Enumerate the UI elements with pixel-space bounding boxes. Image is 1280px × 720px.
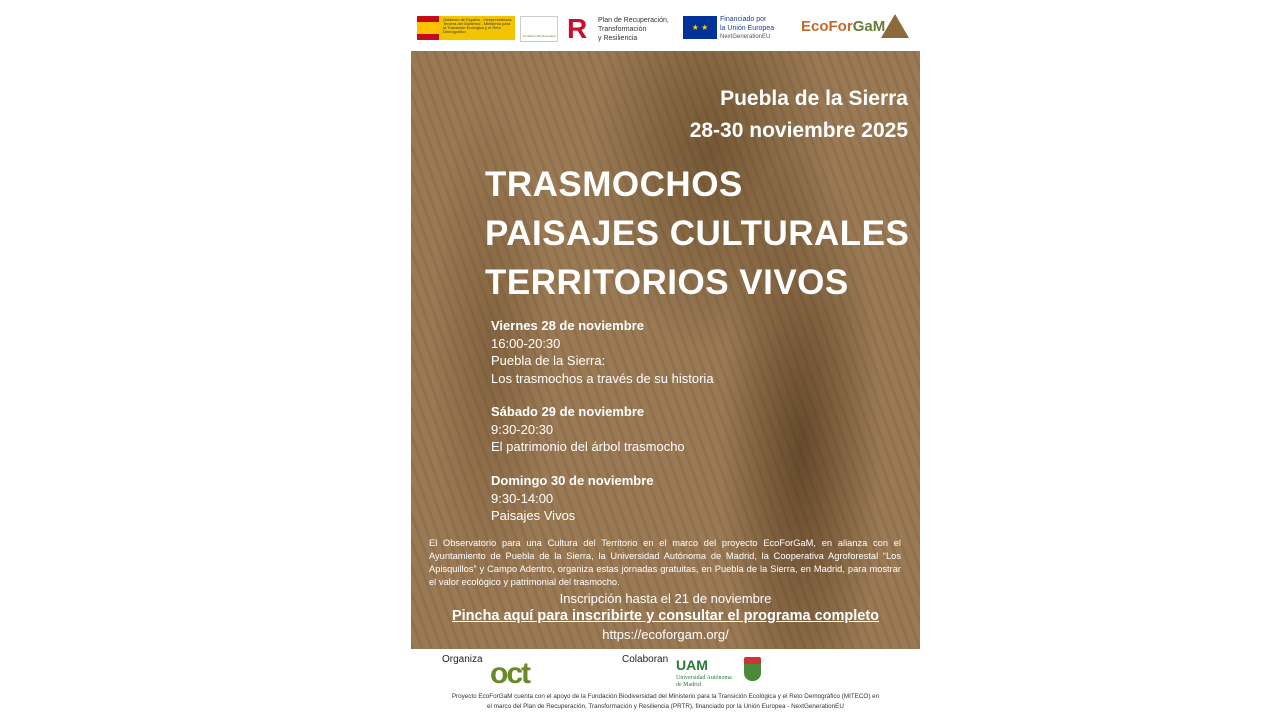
spain-flag-icon bbox=[417, 16, 439, 40]
event-description: El Observatorio para una Cultura del Territorio en el marco del proyecto EcoForGaM, en alianza con el Ayuntamiento de Puebla de la Sierra, la Universidad Autónoma de Madrid, la Cooperativa Agroforestal “Los Apisquillos” y Campo Adentro, organiza estas jornadas gratuitas, en Puebla de la Sierra, en Madrid, para mostrar el valor ecológico y patrimonial del trasmocho. bbox=[429, 538, 901, 587]
event-poster bbox=[411, 51, 920, 649]
funding-notice: Proyecto EcoForGaM cuenta con el apoyo de la Fundación Biodiversidad del Ministerio para la Transición Ecológica y el Reto Demográfico (MITECO) en el marco del Plan de Recuperación, Transformación y Resiliencia (PRTR), financiado por la Unión Europea - NextGenerationEU bbox=[451, 693, 880, 710]
eu-funding-text: Financiado por la Unión Europea NextGenerationEU bbox=[720, 16, 775, 40]
uam-logo-subtitle: Universidad Autónoma de Madrid bbox=[676, 675, 732, 688]
registration-deadline: Inscripción hasta el 21 de noviembre bbox=[559, 591, 772, 606]
schedule-day-1: Viernes 28 de noviembre 16:00-20:30 Puebla de la Sierra: Los trasmochos a través de su historia bbox=[491, 318, 714, 386]
registration-link[interactable]: Pincha aquí para inscribirte y consultar el programa completo bbox=[451, 608, 880, 624]
colaboran-label: Colaboran bbox=[622, 654, 669, 665]
fundacion-biodiversidad-logo: Fundación Biodiversidad bbox=[520, 16, 558, 42]
title-line-2: PAISAJES CULTURALES bbox=[485, 214, 910, 253]
schedule-day-3: Domingo 30 de noviembre 9:30-14:00 Paisajes Vivos bbox=[491, 473, 654, 523]
ecoforgam-logo: EcoForGaM bbox=[801, 18, 886, 35]
ecoforgam-mountain-icon bbox=[881, 14, 909, 38]
gobierno-espana-logo: Gobierno de España - Vicepresidencia Tercera del Gobierno - Ministerio para la Transición Ecológica y el Reto Demográfico bbox=[417, 16, 515, 40]
oct-logo: oct bbox=[490, 657, 529, 690]
eu-flag-icon: ★ ★ bbox=[683, 16, 717, 39]
schedule-day-2: Sábado 29 de noviembre 9:30-20:30 El patrimonio del árbol trasmocho bbox=[491, 404, 685, 454]
puebla-coat-of-arms-icon bbox=[744, 657, 761, 681]
title-line-3: TERRITORIOS VIVOS bbox=[485, 263, 849, 302]
prtr-logo-icon: R bbox=[567, 13, 588, 44]
uam-logo: UAM bbox=[676, 657, 708, 673]
prtr-logo-text: Plan de Recuperación, Transformación y Resiliencia bbox=[598, 17, 669, 42]
organiza-label: Organiza bbox=[442, 654, 483, 665]
event-dates: 28-30 noviembre 2025 bbox=[689, 119, 908, 142]
sponsor-logos bbox=[411, 10, 920, 48]
event-location: Puebla de la Sierra bbox=[720, 87, 908, 110]
website-link[interactable]: https://ecoforgam.org/ bbox=[602, 627, 729, 642]
title-line-1: TRASMOCHOS bbox=[485, 165, 743, 204]
